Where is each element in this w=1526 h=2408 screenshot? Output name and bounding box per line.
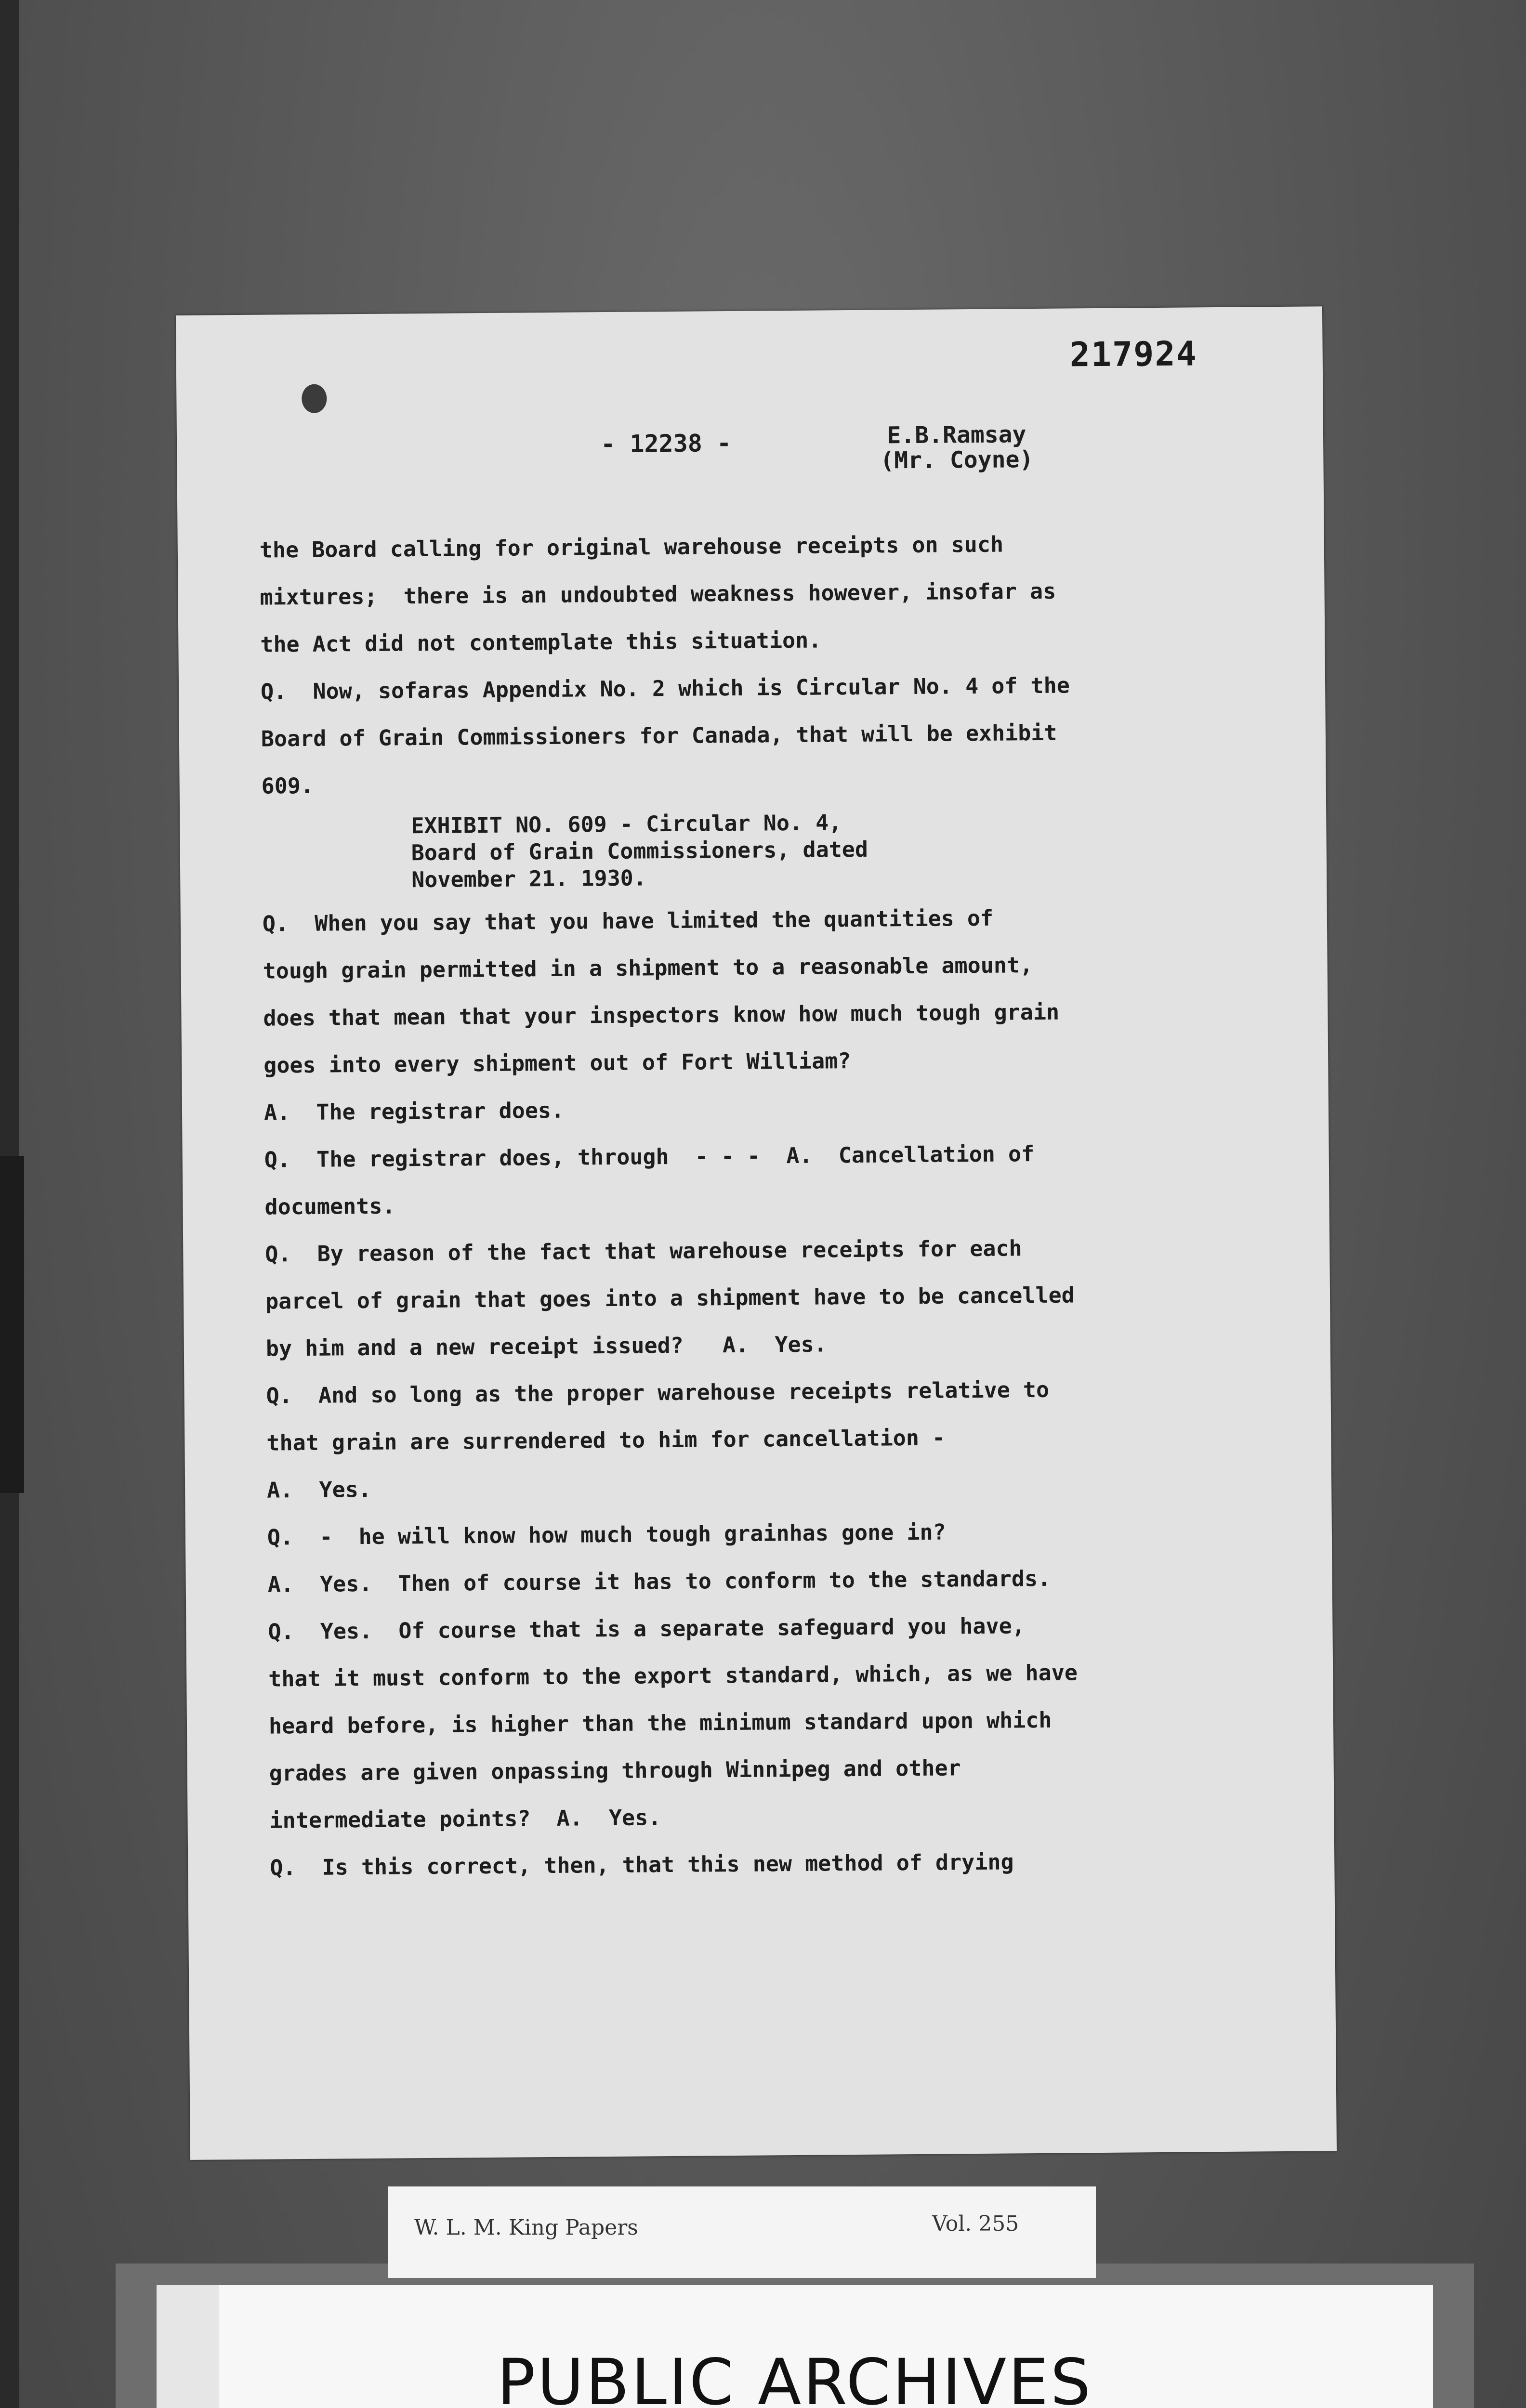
transcript-line: Q. Is this correct, then, that this new method of drying [270,1849,1014,1881]
transcript-line: Q. The registrar does, through - - - A. Cancellation of [264,1141,1035,1173]
witness-name: E.B.Ramsay [887,421,1026,449]
transcript-line: the Board calling for original warehouse receipts on such [259,531,1004,563]
transcript-body [259,519,1305,1892]
exhibit-line: Board of Grain Commissioners, dated [411,836,868,866]
transcript-line: parcel of grain that goes into a shipment have to be cancelled [265,1282,1075,1314]
transcript-line: the Act did not contemplate this situation. [260,627,822,657]
transcript-line: grades are given onpassing through Winnipeg and other [269,1755,961,1786]
transcript-line: mixtures; there is an undoubted weakness however, insofar as [260,578,1056,610]
transcript-line: A. The registrar does. [263,1097,565,1125]
page-number: - 12238 - [600,429,732,458]
transcript-line: Q. - he will know how much tough grainhas gone in? [267,1519,946,1550]
binding-strip [0,1156,24,1493]
transcript-line: Q. Now, sofaras Appendix No. 2 which is Circular No. 4 of the [260,672,1070,705]
punch-hole [302,384,327,413]
transcript-line: that it must conform to the export standard, which, as we have [268,1660,1078,1692]
transcript-line: 609. [261,772,314,799]
exhibit-line: November 21. 1930. [411,865,647,893]
collection-name: W. L. M. King Papers [414,2215,638,2240]
archive-title-en: PUBLIC ARCHIVES [497,2345,1093,2408]
transcript-line: A. Yes. Then of course it has to conform to the standards. [267,1565,1051,1597]
document-number: 217924 [1069,334,1198,375]
transcript-line: Board of Grain Commissioners for Canada, that will be exhibit [261,720,1057,752]
transcript-line: heard before, is higher than the minimum standard upon which [268,1707,1052,1739]
transcript-line: tough grain permitted in a shipment to a reasonable amount, [263,952,1033,984]
transcript-line: intermediate points? A. Yes. [269,1805,661,1833]
transcript-line: A. Yes. [266,1476,372,1503]
collection-label [388,2186,1096,2278]
volume-number: Vol. 255 [932,2212,1019,2236]
exhibit-line: EXHIBIT NO. 609 - Circular No. 4, [411,810,842,839]
examiner-name: (Mr. Coyne) [880,446,1034,474]
document-page [176,306,1337,2160]
transcript-line: Q. And so long as the proper warehouse receipts relative to [266,1376,1050,1409]
transcript-line: that grain are surrendered to him for cancellation - [266,1425,946,1456]
exhibit-notice [411,806,1298,893]
transcript-line: does that mean that your inspectors know how much tough grain [263,999,1060,1031]
transcript-line: documents. [264,1193,395,1220]
transcript-line: Q. By reason of the fact that warehouse receipts for each [265,1235,1022,1267]
transcript-line: by him and a new receipt issued? A. Yes. [265,1331,827,1361]
witness-header [880,422,1034,473]
transcript-line: goes into every shipment out of Fort William? [263,1048,851,1078]
transcript-line: Q. Yes. Of course that is a separate safeguard you have, [268,1613,1025,1645]
transcript-line: Q. When you say that you have limited the quantities of [262,905,994,937]
